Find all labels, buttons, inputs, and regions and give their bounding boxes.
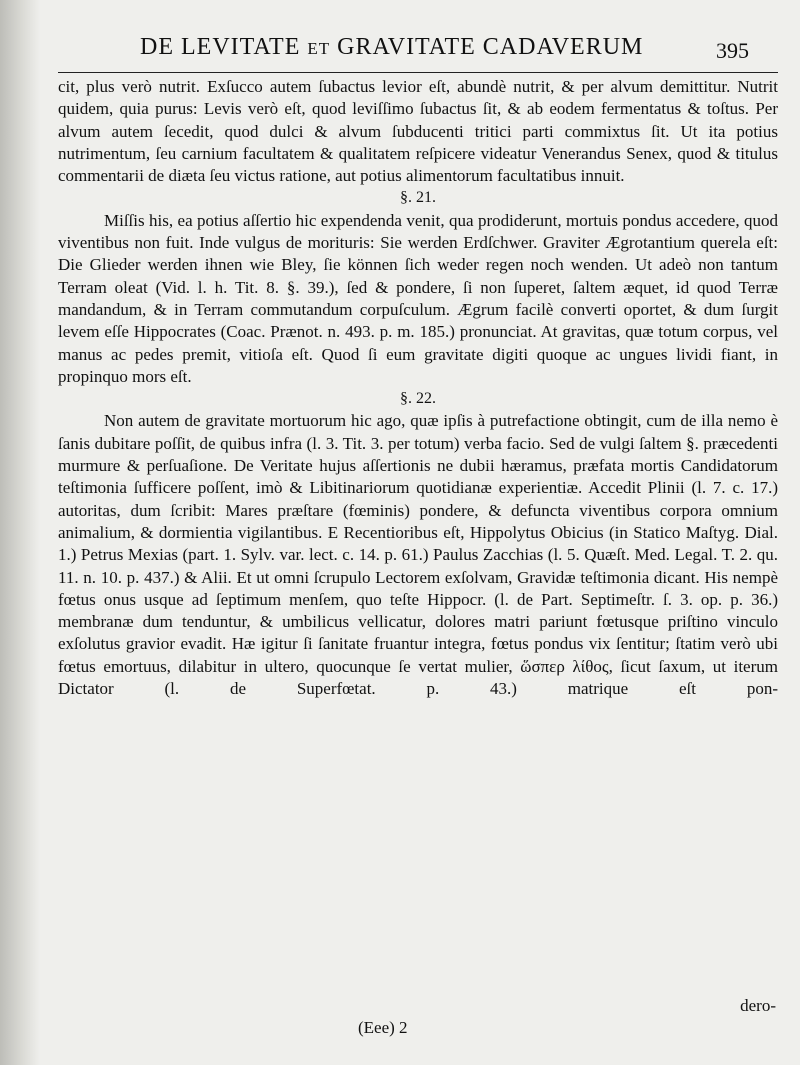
- body-text: [58, 76, 778, 700]
- paragraph-1: cit, plus verò nutrit. Exſucco autem ſubactus levior eſt, abundè nutrit, & per alvum demittitur. Nutrit quidem, quia purus: Levis verò eſt, quod leviſſimo ſubactus ſit, & ab eodem fermentatus & toſtus. Per alvum autem ſecedit, quod dulci & alvum ſubducenti tritici parti commixtus ſit. Ut ita potius nutrimentum, ſeu carnium facultatem & qualitatem reſpicere videatur Venerandus Senex, quod & titulus commentarii de diæta ſeu victus ratione, aut potius alimentorum facultatibus innuit.: [58, 77, 778, 186]
- section-heading-21: §. 21.: [400, 189, 436, 207]
- header-title-part2: GRAVITATE CADAVERUM: [337, 34, 644, 60]
- header-title-et: ET: [307, 39, 331, 58]
- header-title-part1: DE LEVITATE: [140, 34, 301, 60]
- running-header: [140, 34, 680, 61]
- paragraph-2: Miſſis his, ea potius aſſertio hic expendenda venit, qua prodiderunt, mortuis pondus accedere, quod viventibus non fuit. Inde vulgus de morituris: Sie werden Erdſchwer. Graviter Ægrotantium querela eſt: Die Glieder werden ihnen wie Bley, ſie können ſich weder regen noch wenden. Ut adeò non tantum Terram oleat (Vid. l. h. Tit. 8. §. 39.), ſed & pondere, ſi non ſuperet, ſaltem æquet, id quod Terræ mandandum, & in Terram commutandum corpuſculum. Ægrum facilè converti oportet, & dum ſurgit levem eſſe Hippocrates (Coac. Prænot. n. 493. p. m. 185.) pronunciat. At gravitas, quæ totum corpus, vel manus ac pedes premit, vitioſa eſt. Quod ſi eum gravitate digiti quoque ac ungues lividi fiant, in propinquo mors eſt.: [58, 210, 778, 386]
- header-rule: [58, 72, 778, 73]
- paragraph-3: Non autem de gravitate mortuorum hic ago, quæ ipſis à putrefactione obtingit, cum de illa nemo è ſanis dubitare poſſit, de quibus infra (l. 3. Tit. 3. per totum) verba facio. Sed de vulgi ſaltem §. præcedenti murmure & perſuaſione. De Veritate hujus aſſertionis ne dubii hæramus, præfata mortis Candidatorum teſtimonia ſufficere poſſent, imò & Libitinariorum quotidianæ experientiæ. Accedit Plinii (l. 7. c. 17.) autoritas, dum ſcribit: Mares præſtare (fœminis) pondere, & defuncta viventibus corpora omnium animalium, & dormientia vigilantibus. E Recentioribus eſt, Hippolytus Obicius (in Statico Maſtyg. Dial. 1.) Petrus Mexias (part. 1. Sylv. var. lect. c. 14. p. 61.) Paulus Zacchias (l. 5. Quæſt. Med. Legal. T. 2. qu. 11. n. 10. p. 437.) & Alii. Et ut omni ſcrupulo Lectorem exſolvam, Gravidæ teſtimonia dicant. His nempè fœtus onus usque ad ſeptimum menſem, quo teſte Hippocr. (l. de Part. Septimeſtr. ſ. 3. op. p. 36.) membranæ dum tenduntur, & umbilicus vellicatur, dolores matri pariunt fœtusque priſtino vinculo exſolutus gravior evadit. Hæ igitur ſi ſanitate fruantur integra, fœtus pondus vix ſentitur; ſtatim verò ubi fœtus emortuus, dilabitur in ultero, quocunque ſe vertat mulier, ὥσπερ λίθος, ſicut ſaxum, ut iterum Dictator (l. de Superfœtat. p. 43.) matrique eſt pon-: [58, 411, 778, 699]
- page-gutter-shadow: [0, 0, 40, 1065]
- page-number: 395: [716, 38, 749, 63]
- catchword: dero-: [740, 996, 776, 1015]
- page-footer: [58, 996, 778, 1042]
- signature-mark: (Eee) 2: [358, 1018, 408, 1037]
- section-heading-22: §. 22.: [400, 390, 436, 408]
